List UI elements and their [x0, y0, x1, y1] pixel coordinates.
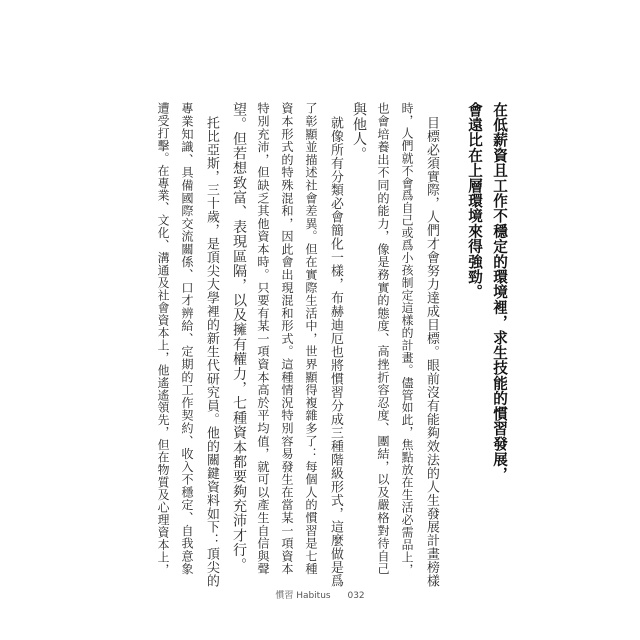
- paragraph-2-line-4: 特別充沛，但缺乏其他資本時。只要有某一項資本高於平均值，就可以產生自信與聲: [256, 102, 270, 576]
- running-title: 慣習 Habitus: [275, 591, 331, 601]
- heading-line-2: 會遠比在上層環境來得強勁。: [466, 102, 483, 300]
- paragraph-1-line-1: 目標必須實際，人們才會努力達成目標。眼前沒有能夠效法的人生發展計畫榜樣: [424, 116, 439, 588]
- paragraph-3-line-2: 專業知識、具備國際交流關係、口才辨給、定期的工作契約、收入不穩定、自我意象: [180, 102, 194, 576]
- paragraph-2-line-3: 資本形式的特殊混和，因此會出現混和形式。這種情況特別容易發生在當某一項資本: [280, 102, 294, 576]
- paragraph-2-line-1: 就像所有分類必會簡化一樣，布赫迪厄也將慣習分成三種階級形式，這麼做是爲: [328, 116, 343, 588]
- page-number: 032: [347, 591, 365, 601]
- paragraph-1-line-2: 時，人們就不會爲自己或爲小孩制定這樣的計畫。儘管如此，焦點放在生活必需品上，: [400, 102, 414, 576]
- paragraph-2-line-2: 了彰顯並描述社會差異。但在實際生活中，世界顯得複雜多了：每個人的慣習是七種: [304, 102, 318, 576]
- paragraph-2-line-5: 望。但若想致富、表現區隔，以及擁有權力，七種資本都要夠充沛才行。: [231, 102, 247, 573]
- page-footer: [0, 588, 640, 601]
- heading-line-1: 在低薪資且工作不穩定的環境裡，求生技能的慣習發展，: [491, 102, 508, 482]
- paragraph-1-line-4: 與他人。: [351, 102, 367, 162]
- paragraph-3-line-3: 遭受打擊。在專業、文化、溝通及社會資本上，他遙遙領先，但在物質及心理資本上，: [156, 102, 170, 576]
- paragraph-3-line-1: 托比亞斯，三十歲，是頂尖大學裡的新生代研究員。他的關鍵資料如下：頂尖的: [204, 116, 219, 588]
- paragraph-1-line-3: 也會培養出不同的能力，像是務實的態度、高挫折容忍度、團結，以及嚴格對待自己: [376, 102, 390, 576]
